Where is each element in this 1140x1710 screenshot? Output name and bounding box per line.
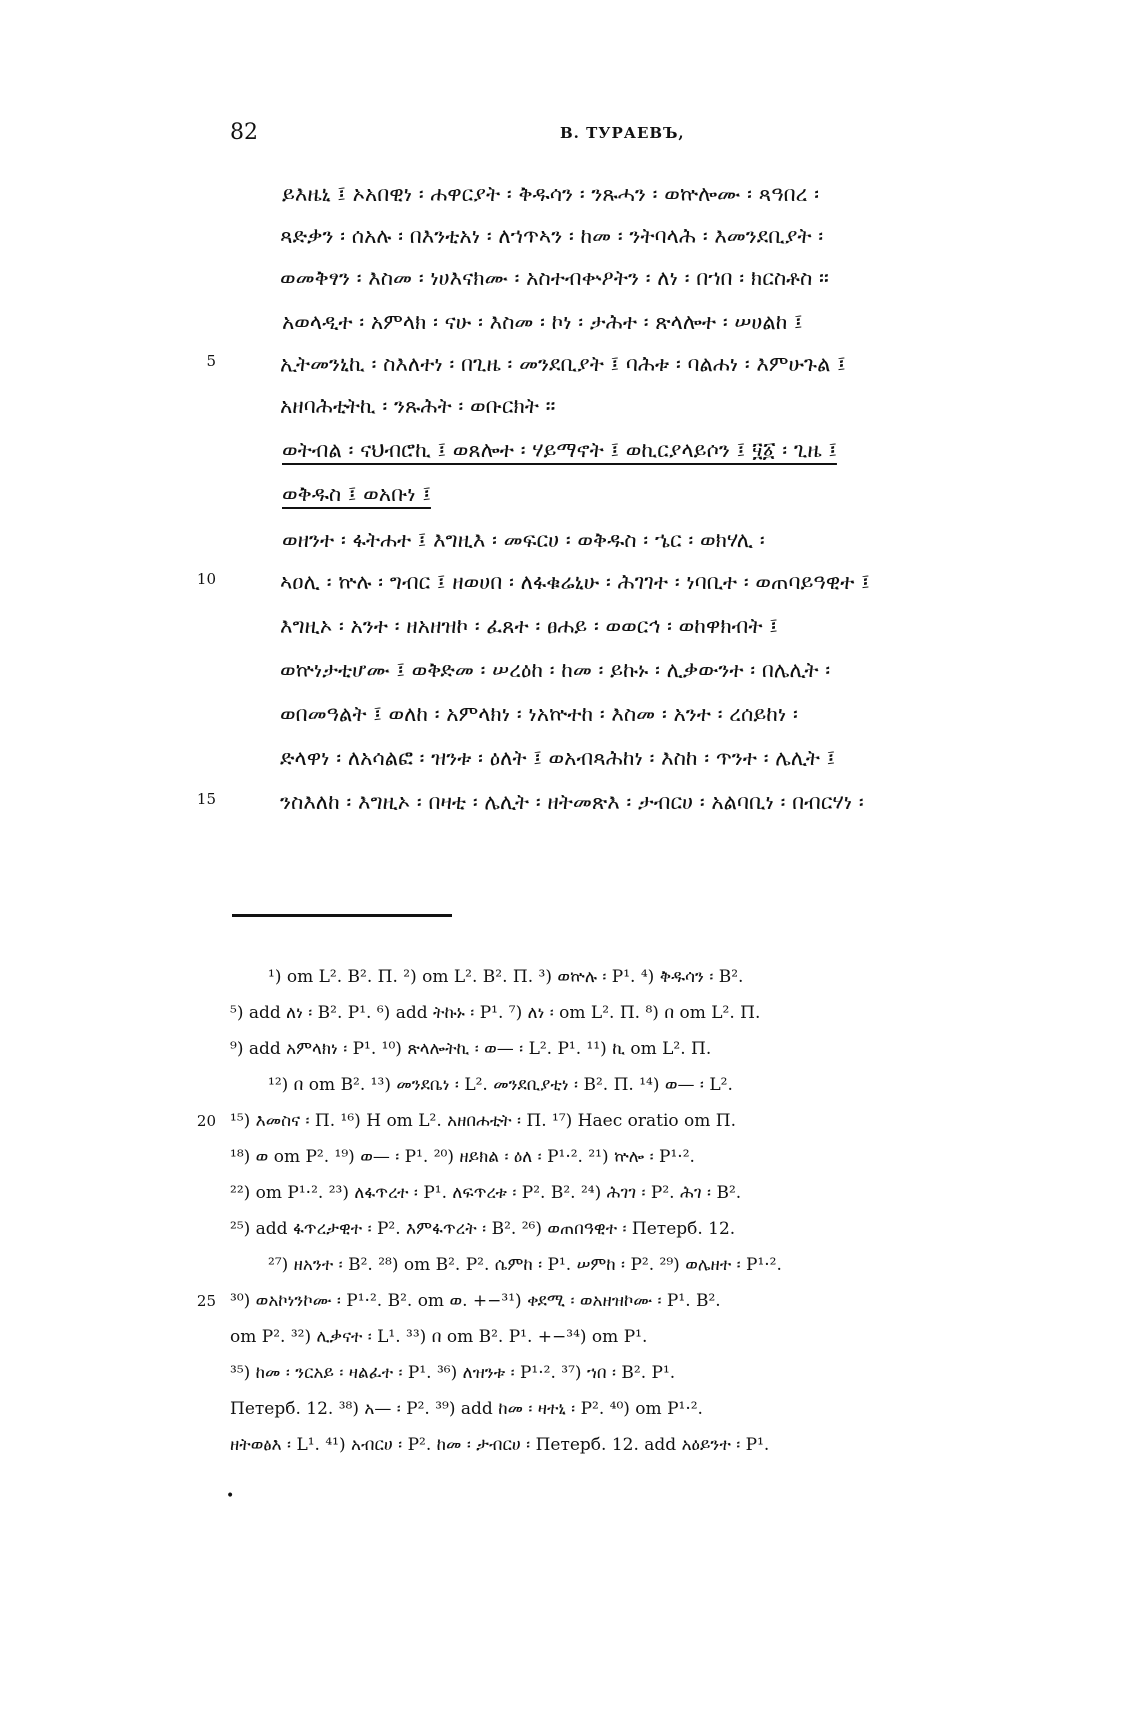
footnote-line: ²⁵) add ፋጥረታዊተ ፡ P². እምፋጥረት ፡ B². ²⁶) ወጠበዓዊተ ፡ Петерб. 12.: [230, 1219, 736, 1239]
page-number: 82: [230, 120, 258, 145]
footnote-line: ¹⁸) ወ om P². ¹⁹) ወ— ፡ P¹. ²⁰) ዘይክል ፡ ዕለ ፡ P¹·². ²¹) ኵሎ ፡ P¹·².: [230, 1147, 695, 1167]
footnote-line: ⁵) add ለነ ፡ B². P¹. ⁶) add ትኩኑ ፡ P¹. ⁷) ለነ ፡ om L². П. ⁸) በ om L². П.: [230, 1003, 761, 1023]
footnote-line: ³⁰) ወአኮነንኮሙ ፡ P¹·². B². om ወ. +−³¹) ቀደሚ ፡ ወአዘዝኮሙ ፡ P¹. B².: [230, 1291, 721, 1311]
text-line: ወኵነታቲሆሙ ፤ ወቅድመ ፡ ሠረዕከ ፡ ከመ ፡ ይኩኑ ፡ ሊቃውንተ ፡ በሌሊት ፡: [280, 658, 831, 682]
text-line: ንስእለከ ፡ እግዚኦ ፡ በዛቲ ፡ ሌሊት ፡ ዘትመጽእ ፡ ታብርሀ ፡ አልባቢነ ፡ በብርሃነ ፡: [280, 790, 864, 814]
line-number: 15: [196, 790, 216, 808]
bullet-mark: •: [226, 1488, 235, 1504]
text-line: አዘባሕቲትኪ ፡ ንጹሕት ፡ ወቡርክት ።: [280, 394, 556, 418]
line-number: 20: [196, 1112, 216, 1130]
running-head: В. ТУРАЕВЪ,: [560, 124, 685, 142]
footnote-line: Петерб. 12. ³⁸) አ— ፡ P². ³⁹) add ከመ ፡ ዛተኒ ፡ P². ⁴⁰) om P¹·².: [230, 1399, 703, 1419]
footnote-line: om P². ³²) ሊቃናተ ፡ L¹. ³³) በ om B². P¹. +−³⁴) om P¹.: [230, 1327, 648, 1347]
footnote-line: ¹) om L². B². П. ²) om L². B². П. ³) ወኵሉ ፡ P¹. ⁴) ቅዱሳን ፡ B².: [268, 967, 744, 987]
text-line: ኣዐሊ ፡ ኵሉ ፡ ግብር ፤ ዘወሀበ ፡ ለፋቁሬኒሁ ፡ ሕገገተ ፡ ነባቢተ ፡ ወጠባይዓዊተ ፤: [280, 570, 870, 594]
page-header: [230, 120, 1010, 160]
footnote-line: ዘትወፅእ ፡ L¹. ⁴¹) አብርሀ ፡ P². ከመ ፡ ታብርሀ ፡ Петерб. 12. add አዕይንተ ፡ P¹.: [230, 1435, 770, 1455]
footnote-line: ²²) om P¹·². ²³) ለፋጥረተ ፡ P¹. ለፍጥረቱ ፡ P². B². ²⁴) ሕገገ ፡ P². ሕገ ፡ B².: [230, 1183, 742, 1203]
text-line: እግዚኦ ፡ አንተ ፡ ዘአዘዝኮ ፡ ፈጸተ ፡ ፀሐይ ፡ ወወርኅ ፡ ወከዋክብት ፤: [280, 614, 778, 638]
text-line: ወበመዓልት ፤ ወለከ ፡ አምላክነ ፡ ነአኵተከ ፡ እስመ ፡ አንተ ፡ ረሰይከነ ፡: [280, 702, 798, 726]
footnote-line: ²⁷) ዘአንተ ፡ B². ²⁸) om B². P². ሴምከ ፡ P¹. ሠምከ ፡ P². ²⁹) ወሌዘተ ፡ P¹·².: [268, 1255, 782, 1275]
text-line: ይእዜኒ ፤ ኦአበዊነ ፡ ሐዋርያት ፡ ቅዱሳን ፡ ንጹሓን ፡ ወኵሎሙ ፡ ጻዓበረ ፡: [282, 182, 820, 206]
text-line: ድላዋነ ፡ ለአሳልፎ ፡ ዝንቱ ፡ ዕለት ፤ ወአብጻሕከነ ፡ እስከ ፡ ጥንተ ፡ ሌሊት ፤: [280, 746, 836, 770]
footnote-separator: [232, 914, 452, 917]
text-line: አወላዲተ ፡ አምላክ ፡ ናሁ ፡ እስመ ፡ ኮነ ፡ ታሕተ ፡ ጽላሎተ ፡ ሠሀልከ ፤: [282, 310, 803, 334]
text-line: ኢትመንኒኪ ፡ ስእለተነ ፡ በጊዜ ፡ መንደቢያት ፤ ባሕቱ ፡ ባልሐነ ፡ እምሁጉል ፤: [280, 352, 846, 376]
line-number: 10: [196, 570, 216, 588]
text-line: ጻድቃን ፡ ሰአሉ ፡ በእንቲአነ ፡ ለኀጥኣን ፡ ከመ ፡ ንትባላሕ ፡ እመንደቢያት ፡: [280, 224, 824, 248]
footnote-line: ⁹) add አምላክነ ፡ P¹. ¹⁰) ጽላሎትኪ ፡ ወ— ፡ L². P¹. ¹¹) ኪ om L². П.: [230, 1039, 712, 1059]
text-line: ወዘንተ ፡ ፋትሐተ ፤ እግዚእ ፡ መፍርሀ ፡ ወቅዱስ ፡ ኄር ፡ ወክሃሊ ፡: [282, 528, 765, 552]
rubric-line: ወትብል ፡ ናህብሮኪ ፤ ወጸሎተ ፡ ሃይማኖት ፤ ወኪርያላይሶን ፤ ፶፩ ፡ ጊዜ ፤: [282, 438, 837, 462]
footnote-line: ³⁵) ከመ ፡ ንርአይ ፡ ዛልፈተ ፡ P¹. ³⁶) ለዝንቱ ፡ P¹·². ³⁷) ኀበ ፡ B². P¹.: [230, 1363, 676, 1383]
line-number: 5: [206, 352, 216, 370]
footnote-line: ¹²) በ om B². ¹³) መንደቤነ ፡ L². መንደቢያቲነ ፡ B². П. ¹⁴) ወ— ፡ L².: [268, 1075, 733, 1095]
line-number: 25: [196, 1292, 216, 1310]
rubric-line: ወቅዱስ ፤ ወአቡነ ፤: [282, 482, 431, 506]
footnote-line: ¹⁵) እመስና ፡ П. ¹⁶) H om L². አዘበሐቲት ፡ П. ¹⁷) Haec oratio om П.: [230, 1111, 737, 1131]
text-line: ወመቅፃን ፡ እስመ ፡ ነሀእናክሙ ፡ አስተብቍዖትን ፡ ለነ ፡ በኀበ ፡ ክርስቶስ ።: [280, 266, 829, 290]
